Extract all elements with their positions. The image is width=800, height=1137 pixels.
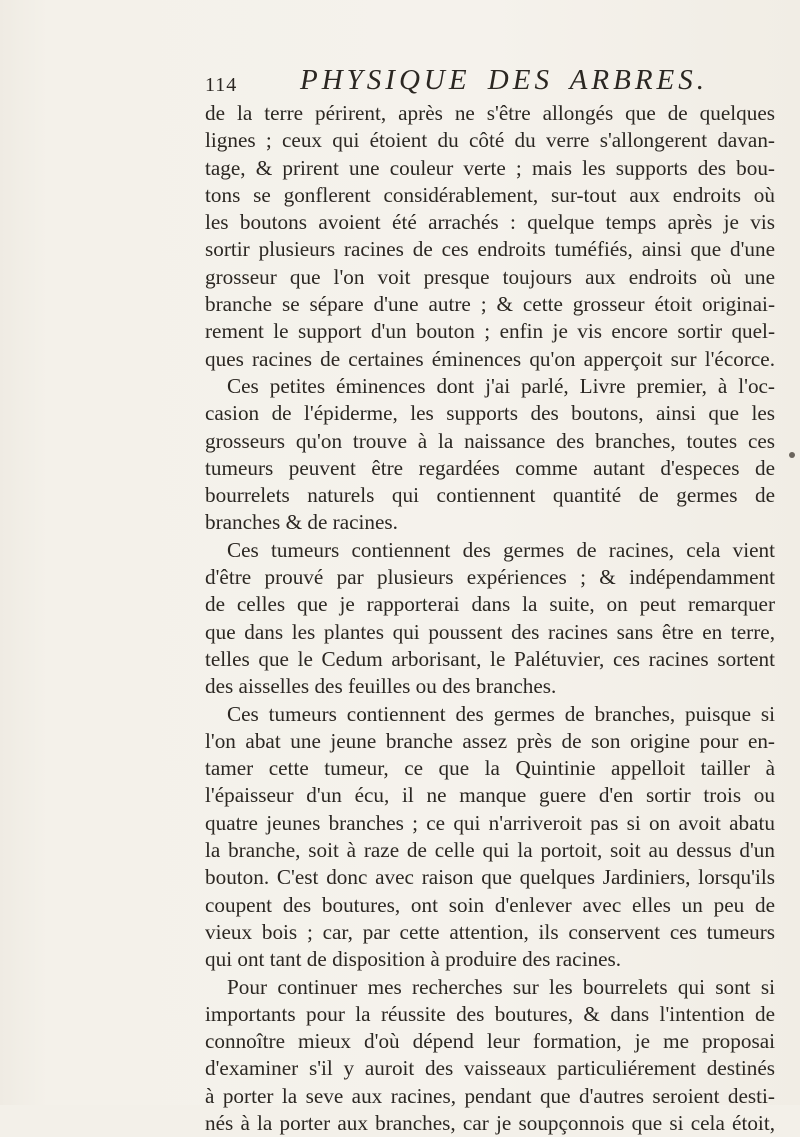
text-line: d'être prouvé par plusieurs expériences ; & indépendamment [205,565,775,590]
text-line: ques racines de certaines éminences qu'on apperçoit sur l'écorce. [205,346,775,371]
text-line: branche se sépare d'une autre ; & cette grosseur étoit originai- [205,292,775,317]
text-line: rement le support d'un bouton ; enfin je vis encore sortir quel- [205,319,775,344]
text-line: grosseur que l'on voit presque toujours aux endroits où une [205,264,775,289]
text-line: importants pour la réussite des boutures, & dans l'intention de [205,1001,775,1026]
text-line: qui ont tant de disposition à produire des racines. [205,947,622,972]
body-text [205,100,775,1137]
running-title: PHYSIQUE DES ARBRES. [300,64,708,96]
text-line: telles que le Cedum arborisant, le Palétuvier, ces racines sortent [205,646,775,671]
text-line: l'on abat une jeune branche assez près de son origine pour en- [205,728,775,753]
text-line: que dans les plantes qui poussent des racines sans être en terre, [205,619,775,644]
text-line: bouton. C'est donc avec raison que quelques Jardiniers, lorsqu'ils [205,865,775,890]
text-line: tumeurs peuvent être regardées comme autant d'especes de [205,455,775,480]
text-line: Ces tumeurs contiennent des germes de branches, puisque si [227,701,775,726]
text-line: de celles que je rapporterai dans la suite, on peut remarquer [205,592,775,617]
text-line: lignes ; ceux qui étoient du côté du verre s'allongerent davan- [205,128,775,153]
text-line: tamer cette tumeur, ce que la Quintinie appelloit tailler à [205,756,775,781]
page-number: 114 [205,74,238,96]
text-line: bourrelets naturels qui contiennent quantité de germes de [205,483,775,508]
text-line: grosseurs qu'on trouve à la naissance des branches, toutes ces [205,428,775,453]
text-line: la branche, soit à raze de celle qui la portoit, soit au dessus d'un [205,838,775,863]
text-line: tage, & prirent une couleur verte ; mais les supports des bou- [205,155,775,180]
text-line: Ces petites éminences dont j'ai parlé, Livre premier, à l'oc- [227,373,775,398]
text-line: tons se gonflerent considérablement, sur-tout aux endroits où [205,182,775,207]
text-line: casion de l'épiderme, les supports des boutons, ainsi que les [205,401,775,426]
text-line: sortir plusieurs racines de ces endroits tuméfiés, ainsi que d'une [205,237,775,262]
text-line: l'épaisseur d'un écu, il ne manque guere d'en sortir trois ou [205,783,775,808]
text-line: coupent des boutures, ont soin d'enlever avec elles un peu de [205,892,775,917]
text-line: vieux bois ; car, par cette attention, ils conservent ces tumeurs [205,919,775,944]
text-line: les boutons avoient été arrachés : quelque temps après je vis [205,210,775,235]
page-header [205,62,775,102]
text-line: d'examiner s'il y auroit des vaisseaux particuliérement destinés [205,1056,775,1081]
text-line: Ces tumeurs contiennent des germes de racines, cela vient [227,537,775,562]
text-line: Pour continuer mes recherches sur les bourrelets qui sont si [227,974,775,999]
text-line: de la terre périrent, après ne s'être allongés que de quelques [205,101,775,125]
margin-ink-spot [789,452,795,458]
text-line: connoître mieux d'où dépend leur formation, je me proposai [205,1029,775,1054]
text-line: nés à la porter aux branches, car je soupçonnois que si cela étoit, [205,1110,775,1135]
text-line: des aisselles des feuilles ou des branches. [205,674,557,699]
text-line: à porter la seve aux racines, pendant que d'autres seroient desti- [205,1083,775,1108]
text-line: branches & de racines. [205,510,398,535]
text-line: quatre jeunes branches ; ce qui n'arriveroit pas si on avoit abatu [205,810,775,835]
